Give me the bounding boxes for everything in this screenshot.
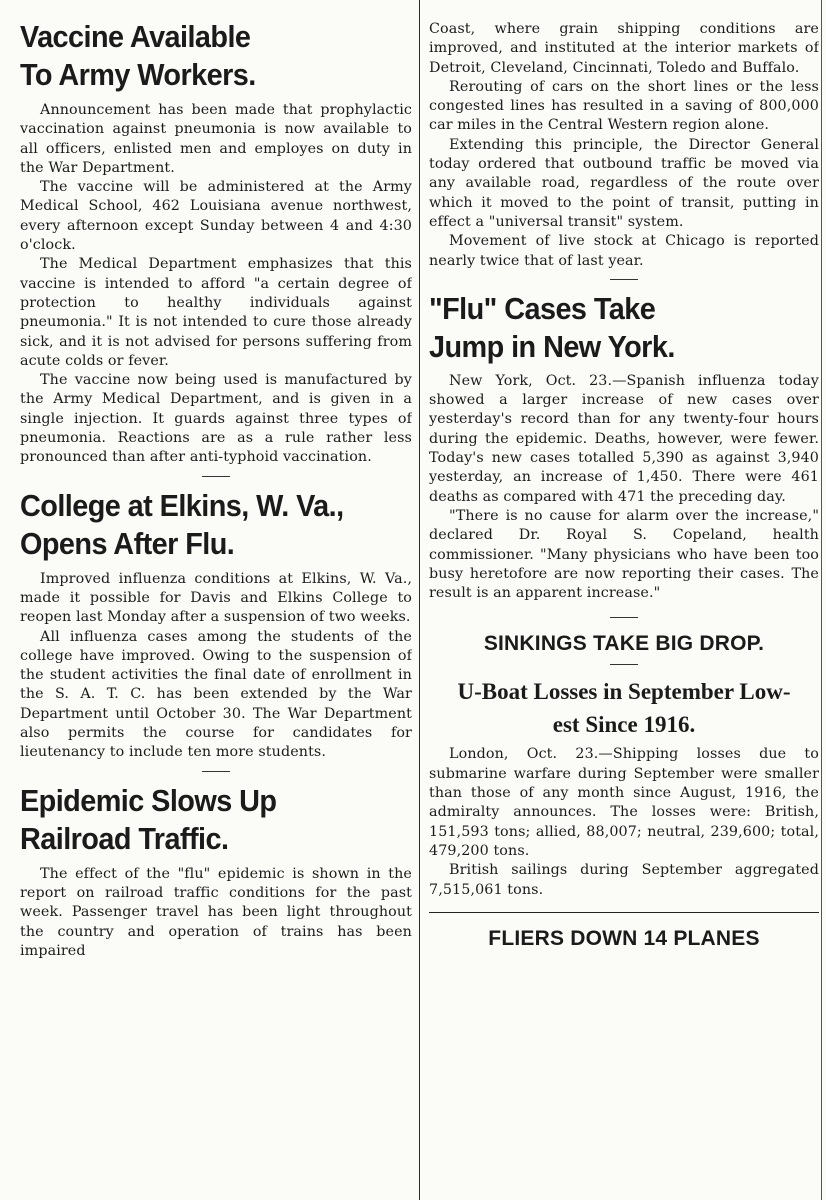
left-column <box>20 0 412 1200</box>
article-paragraph: New York, Oct. 23.—Spanish influenza today showed a larger increase of new cases over yesterday's record than for any twenty-four hours during the epidemic. Deaths, however, were fewer. Today's new cases totalled 5,390 as against 3,940 yesterday, an increase of 1,450. There were 461 deaths as compared with 471 the preceding day. <box>429 372 819 505</box>
article-railroad-continued <box>429 0 819 271</box>
headline-line: To Army Workers. <box>20 57 256 92</box>
article-headline: FLIERS DOWN 14 PLANES <box>488 926 760 950</box>
article-paragraph: British sailings during September aggregated 7,515,061 tons. <box>429 862 819 898</box>
column-rule-right <box>821 0 822 1200</box>
article-paragraph: The effect of the "flu" epidemic is shown in the report on railroad traffic conditions for the past week. Passenger travel has been light throughout the country and operation of trains has been impaired <box>20 865 412 959</box>
right-column <box>429 0 819 1200</box>
article-paragraph: The Medical Department emphasizes that this vaccine is intended to afford "a certain degree of protection to healthy individuals against pneumonia." It is not intended to cure those already sick, and it is not advised for persons suffering from acute colds or fever. <box>20 256 412 369</box>
article-divider <box>429 912 819 913</box>
article-headline: SINKINGS TAKE BIG DROP. <box>483 632 765 656</box>
article-paragraph: Extending this principle, the Director General today ordered that outbound traffic be moved via any available road, regardless of the route over which it moved to the point of transit, putting in effect a "universal transit" system. <box>429 136 819 230</box>
article-paragraph: Rerouting of cars on the short lines or the less congested lines has resulted in a saving of 800,000 car miles in the Central Western region alone. <box>429 78 819 134</box>
article-elkins <box>20 487 412 763</box>
article-headline <box>20 487 385 563</box>
article-fliers <box>429 919 819 951</box>
article-paragraph: London, Oct. 23.—Shipping losses due to submarine warfare during September were smaller than those of any month since August, 1916, the admiralty announces. The losses were: British, 151,593 tons; allied, 88,007; neutral, 239,600; total, 479,200 tons. <box>429 746 819 859</box>
article-paragraph: The vaccine now being used is manufactured by the Army Medical Department, and is given in a single injection. It guards against three types of pneumonia. Reactions are as a rule rather less pronounced than after anti-typhoid vaccination. <box>20 372 412 466</box>
subheadline-line: est Since 1916. <box>552 712 696 738</box>
article-vaccine <box>20 0 412 468</box>
article-paragraph: The vaccine will be administered at the Army Medical School, 462 Louisiana avenue northwest, every afternoon except Sunday between 4 and 4:30 o'clock. <box>20 179 412 254</box>
headline-line: "Flu" Cases Take <box>429 290 656 326</box>
article-paragraph: All influenza cases among the students of the college have improved. Owing to the suspension of the student activities the final date of enrollment in the S. A. T. C. has been extended by the War Department until October 30. The War Department also permits the course for candidates for lieutenancy to include ten more students. <box>20 628 412 761</box>
headline-line: Opens After Flu. <box>20 525 235 561</box>
column-rule <box>419 0 420 1200</box>
article-separator <box>202 476 230 477</box>
article-headline <box>20 782 385 858</box>
subheadline-line: U-Boat Losses in September Low- <box>457 679 791 705</box>
article-headline <box>20 18 385 94</box>
headline-line: Epidemic Slows Up <box>20 782 277 818</box>
article-railroad <box>20 782 412 961</box>
article-separator <box>202 771 230 772</box>
article-sinkings <box>429 632 819 899</box>
article-paragraph: "There is no cause for alarm over the increase," declared Dr. Royal S. Copeland, health commissioner. "Many physicians who have been too busy heretofore are now reporting their cases. The result is an apparent increase." <box>429 507 819 602</box>
headline-line: Railroad Traffic. <box>20 820 229 856</box>
article-paragraph: Movement of live stock at Chicago is reported nearly twice that of last year. <box>429 233 819 269</box>
headline-line: College at Elkins, W. Va., <box>20 487 344 523</box>
article-newyork <box>429 290 819 604</box>
article-separator <box>610 279 638 280</box>
article-separator <box>610 617 638 618</box>
article-headline <box>429 290 792 366</box>
article-subheadline <box>429 675 819 741</box>
article-paragraph: Coast, where grain shipping conditions are improved, and instituted at the interior markets of Detroit, Cleveland, Cincinnati, Toledo and Buffalo. <box>429 21 819 76</box>
headline-separator <box>610 664 638 665</box>
headline-line: Jump in New York. <box>429 328 675 364</box>
article-paragraph: Announcement has been made that prophylactic vaccination against pneumonia is now available to all officers, enlisted men and employes on duty in the War Department. <box>20 102 412 176</box>
headline-line: Vaccine Available <box>20 19 251 54</box>
article-paragraph: Improved influenza conditions at Elkins, W. Va., made it possible for Davis and Elkins College to reopen last Monday after a suspension of two weeks. <box>20 570 412 626</box>
